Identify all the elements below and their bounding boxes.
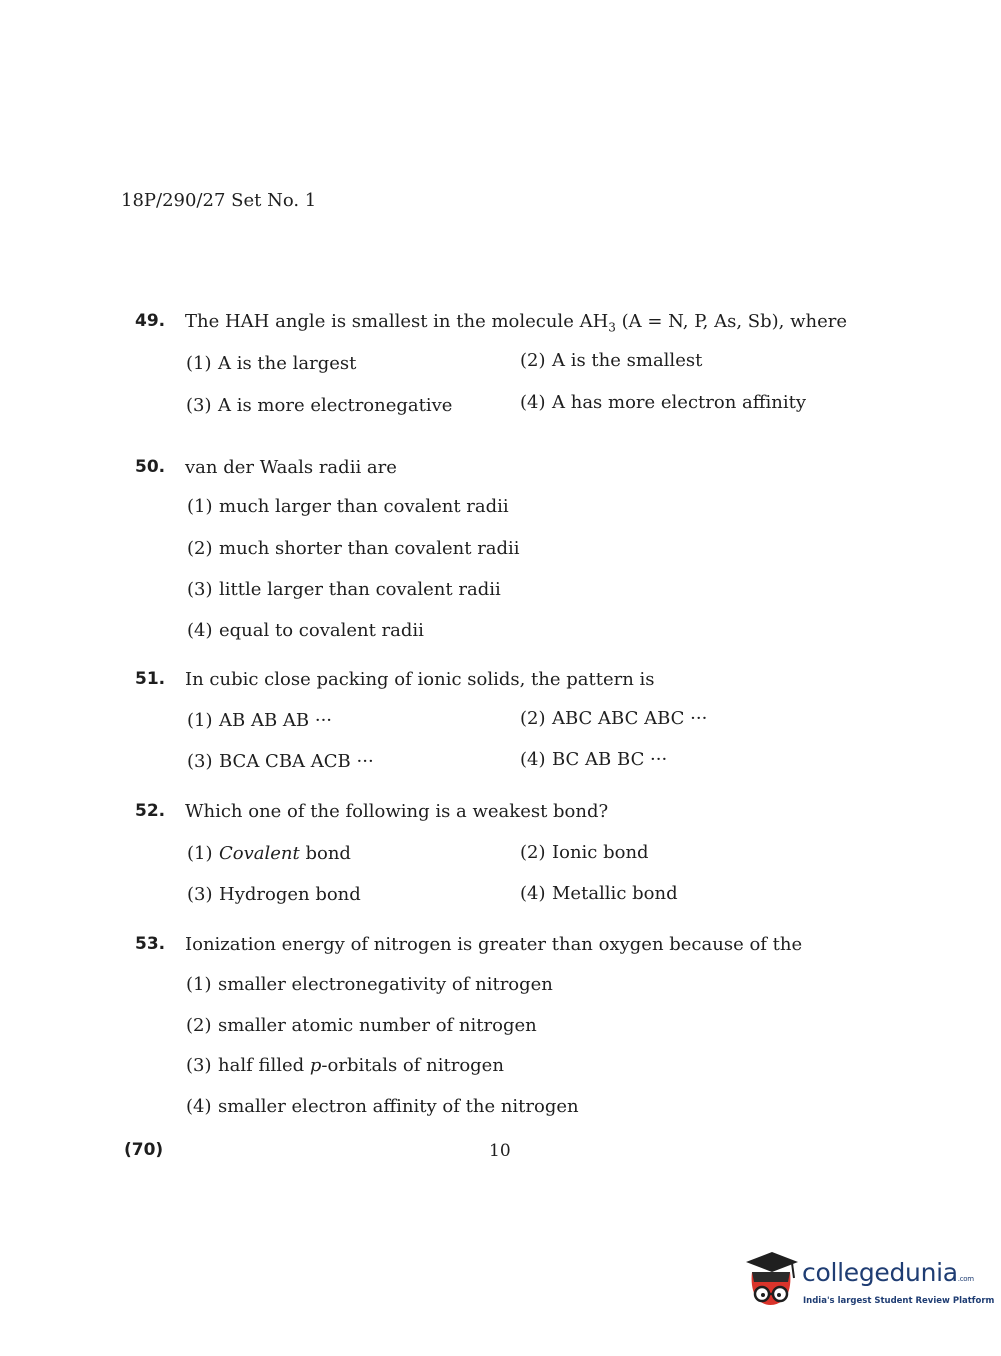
question-text: In cubic close packing of ionic solids, the pattern is [185,669,655,690]
question-number: 50. [135,457,166,477]
question-text: The HAH angle is smallest in the molecule $AH_3$ (A = N, P, As, Sb), where [185,311,848,335]
option: (4) smaller electron affinity of the nitrogen [186,1096,579,1117]
option: (3) A is more electronegative [186,395,453,416]
logo-wordmark: collegedunia.com [802,1258,974,1287]
paper-code: (70) [124,1140,164,1160]
page-number: 10 [489,1141,511,1161]
option: (2) ABC ABC ABC ··· [520,708,708,729]
option: (3) half filled p-orbitals of nitrogen [186,1055,504,1076]
option: (1) Covalent bond [187,843,351,864]
option: (3) little larger than covalent radii [187,579,501,600]
question-text: Which one of the following is a weakest bond? [185,801,609,822]
option: (2) smaller atomic number of nitrogen [186,1015,537,1036]
option: (2) Ionic bond [520,842,649,863]
question-number: 51. [135,669,166,689]
option: (1) A is the largest [186,353,357,374]
question-number: 49. [135,311,166,331]
option: (1) much larger than covalent radii [187,496,509,517]
collegedunia-logo[interactable] [742,1250,995,1316]
option: (2) A is the smallest [520,350,703,371]
option: (4) BC AB BC ··· [520,749,668,770]
mascot-icon [742,1250,800,1314]
option: (1) smaller electronegativity of nitrogen [186,974,553,995]
question-text: van der Waals radii are [185,457,397,478]
option: (3) Hydrogen bond [187,884,361,905]
logo-tagline: India's largest Student Review Platform [803,1296,995,1306]
option: (2) much shorter than covalent radii [187,538,520,559]
option: (4) Metallic bond [520,883,678,904]
question-number: 53. [135,934,166,954]
option: (4) A has more electron affinity [520,392,807,413]
question-number: 52. [135,801,166,821]
question-text: Ionization energy of nitrogen is greater than oxygen because of the [185,934,803,955]
page-header: 18P/290/27 Set No. 1 [121,190,317,211]
option: (1) AB AB AB ··· [187,710,333,731]
option: (3) BCA CBA ACB ··· [187,751,374,772]
option: (4) equal to covalent radii [187,620,424,641]
